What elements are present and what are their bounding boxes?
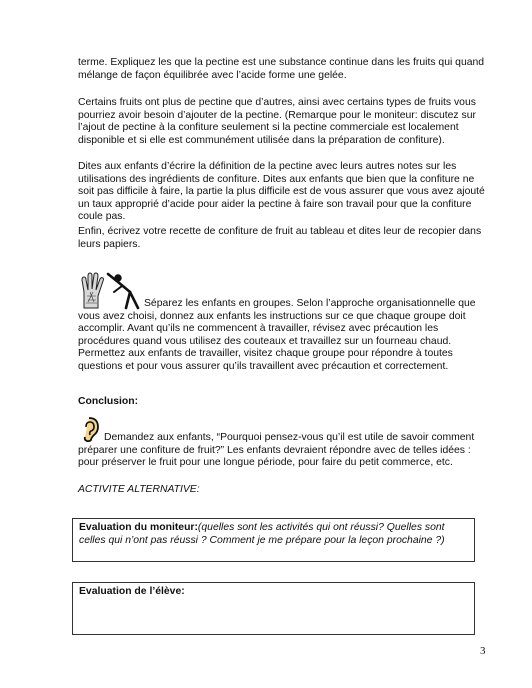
paragraph-pectine-definition: terme. Expliquez les que la pectine est une substance continue dans les fruits qui quand mélange de façon équilibrée avec l’acide forme une gelée. — [78, 57, 485, 81]
paragraph-notes-acide: Dites aux enfants d’écrire la définition de la pectine avec leurs autres notes sur les utilisations des ingrédients de confiture. Dites aux enfants que bien que la confiture ne soit pas difficile à faire, la partie la plus difficile est de vous assurer que vous avez ajouté un taux approprié d’acide pour aider la pectine à faire son travail pour que la confiture coule pas. — [78, 161, 485, 223]
paragraph-groupes — [78, 298, 486, 374]
paragraph-recette: Enfin, écrivez votre recette de confiture de fruit au tableau et dites leur de recopier dans leurs papiers. — [78, 226, 482, 250]
paragraph-pectine-fruits: Certains fruits ont plus de pectine que d’autres, ainsi avec certains types de fruits vous pourriez avoir besoin d’ajouter de la pectine. (Remarque pour le moniteur: discutez sur l’ajout de pectine à la confiture seulement si la pectine commerciale est localement disponible et si elle est communément utilisée dans la préparation de confiture). — [78, 97, 476, 146]
evaluation-moniteur-box — [72, 518, 475, 562]
evaluation-moniteur-prompt: (quelles sont les activités qui ont réussi? Quelles sont celles qui n’ont pas réussi ? Comment je me prépare pour la leçon prochaine ?) — [79, 522, 445, 546]
evaluation-moniteur-label: Evaluation du moniteur: — [79, 522, 198, 533]
page-number: 3 — [480, 645, 486, 657]
conclusion-heading: Conclusion: — [78, 396, 139, 407]
paragraph-question-text: Demandez aux enfants, “Pourquoi pensez-vous qu’il est utile de savoir comment préparer une confiture de fruit?” Les enfants devraient répondre avec de telles idées : pour préserver le fruit pour une longue période, pour faire du petit commerce, etc. — [78, 432, 475, 469]
paragraph-groupes-text: Séparez les enfants en groupes. Selon l’approche organisationnelle que vous avez choisi, donnez aux enfants les instructions sur ce que chaque groupe doit accomplir. Avant qu’ils ne commencent à travailler, révisez avec précaution les procédures quand vous utilisez des couteaux et travaillez sur un fourneau chaud. Permettez aux enfants de travailler, visitez chaque groupe pour répondre à toutes questions et pour vous assurer qu’ils travaillent avec précaution et correctement. — [78, 298, 476, 372]
alternative-activity-heading: ACTIVITE ALTERNATIVE: — [78, 484, 200, 495]
paragraph-question — [78, 432, 486, 470]
evaluation-eleve-label: Evaluation de l’élève: — [79, 586, 185, 597]
evaluation-eleve-box — [72, 582, 475, 635]
